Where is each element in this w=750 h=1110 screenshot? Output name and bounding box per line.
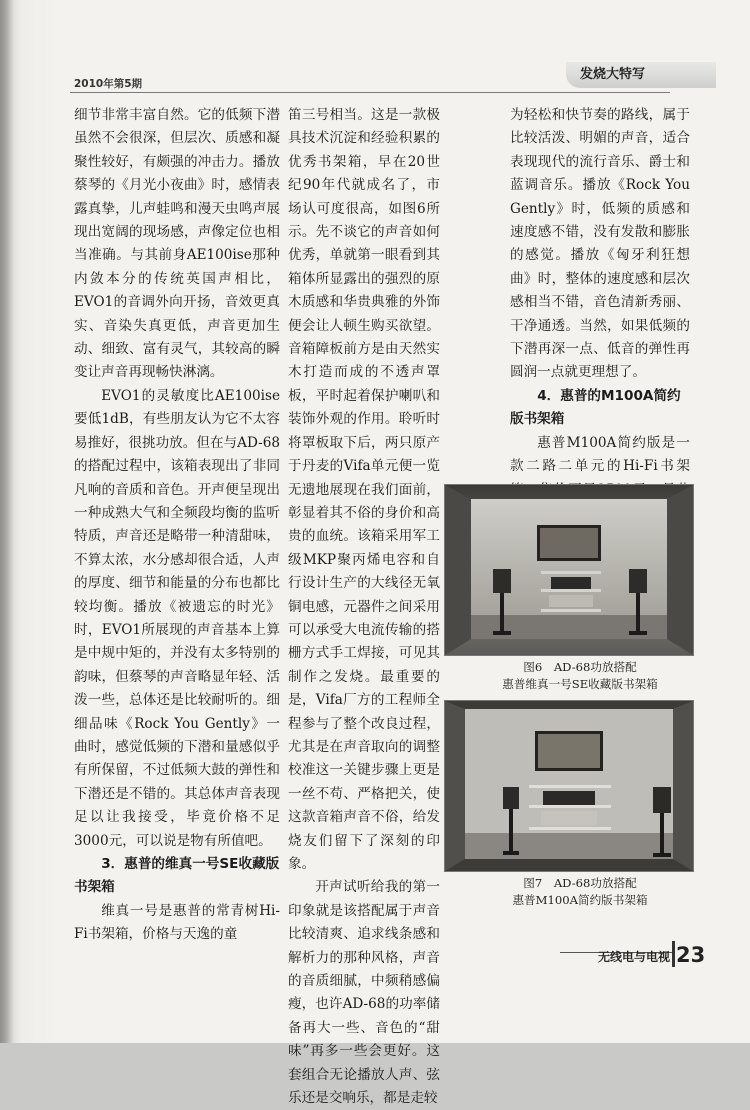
figure-6-caption <box>480 659 680 693</box>
paragraph: 为轻松和快节奏的路线，属于比较活泼、明媚的声音，适合表现现代的流行音乐、爵士和蓝调音乐。播放《Rock You Gently》时，低频的质感和速度感不错，没有发散和膨胀的感觉。播放《匈牙利狂想曲》时，整体的速度感和层次感相当不错，音色清新秀丽、干净通透。当然，如果低频的下潜再深一点、低音的弹性再圆润一点就更理想了。 <box>510 107 690 381</box>
paragraph: 细节非常丰富自然。它的低频下潜虽然不会很深，但层次、质感和凝聚性较好，有颇强的冲击力。播放蔡琴的《月光小夜曲》时，感情表露真挚，儿声蛙鸣和漫天虫鸣声展现出宽阔的现场感，声像定位也相当准确。与其前身AE100ise那种内敛本分的传统英国声相比，EVO1的音调外向开扬，音效更真实、音染失真更低，声音更加生动、细致、富有灵气，其较高的瞬变让声音再现畅快淋漓。 <box>74 107 280 381</box>
text-column-3 <box>510 104 690 549</box>
paragraph: 笛三号相当。这是一款极具技术沉淀和经验积累的优秀书架箱，早在20世纪90年代就成名了，市场认可度很高，如图6所示。先不谈它的声音如何优秀，单就第一眼看到其箱体所显露出的强烈的原木质感和华贵典雅的外饰便会让人顿生购买欲望。音箱障板前方是由天然实木打造而成的不透声罩板，平时起着保护喇叭和装饰外观的作用。聆听时将罩板取下后，两只原产于丹麦的Vifa单元便一览无遗地展现在我们面前，彰显着其不俗的身价和高贵的血统。该箱采用军工级MKP聚丙烯电容和自行设计生产的大线径无氧铜电感，元器件之间采用可以承受大电流传输的搭栅方式手工焊接，可见其制作之发烧。最重要的是，Vifa厂方的工程师全程参与了整个改良过程，尤其是在声音取向的调整校准这一关键步骤上更是一丝不苟、严格把关，使这款音箱声音不俗，给发烧友们留下了深刻的印象。 <box>288 107 440 872</box>
figure-6-photo <box>444 484 694 656</box>
figure-7-caption <box>480 875 680 909</box>
header-rule <box>70 92 670 93</box>
caption-line: 图6 AD-68功放搭配 <box>523 660 637 674</box>
text-column-1 <box>74 104 280 947</box>
paragraph: 开声试听给我的第一印象就是该搭配属于声音比较清爽、追求线条感和解析力的那种风格，声音的音质细腻，中频稍感偏瘦，也许AD-68的功率储备再大一些、音色的“甜味”再多一些会更好。这套组合无论播放人声、弦乐还是交响乐，都是走较 <box>288 879 440 1107</box>
paragraph: EVO1的灵敏度比AE100ise要低1dB，有些朋友认为它不太容易推好，很挑功放。但在与AD-68的搭配过程中，该箱表现出了非同凡响的音质和音色。开声便呈现出一种成熟大气和全频段均衡的监听特质，声音还是略带一种清甜味，不算太浓，水分感却很合适，人声的厚度、细节和能量的分布也都比较均衡。播放《被遗忘的时光》时，EVO1所展现的声音基本上算是中规中矩的，并没有太多特别的韵味，但蔡琴的声音略显年轻、活泼一些，总体还是比较耐听的。细细品味《Rock You Gently》一曲时，感觉低频的下潜和量感似乎有所保留，不过低频大鼓的弹性和下潜还是不错的。其总体声音表现足以让我接受，毕竟价格不足3000元，可以说是物有所值吧。 <box>74 387 280 849</box>
paragraph: 维真一号是惠普的常青树Hi-Fi书架箱，价格与天逸的童 <box>74 902 280 943</box>
section-heading: 4．惠普的M100A简约版书架箱 <box>510 387 681 428</box>
page-number: 23 <box>676 943 706 967</box>
issue-label: 2010年第5期 <box>74 78 143 90</box>
section-tab: 发烧大特写 <box>566 62 716 88</box>
caption-line: 惠普M100A简约版书架箱 <box>512 893 648 907</box>
paragraph: 惠普M100A简约版是一款二路二单元的Hi-Fi书架 <box>510 434 690 475</box>
caption-line: 惠普维真一号SE收藏版书架箱 <box>502 677 658 691</box>
magazine-name: 无线电与电视 <box>598 950 671 964</box>
spine-shadow <box>0 0 14 1043</box>
section-heading: 3．惠普的维真一号SE收藏版书架箱 <box>74 856 280 896</box>
figure-7-photo <box>444 700 694 872</box>
caption-line: 图7 AD-68功放搭配 <box>523 876 637 890</box>
text-column-2 <box>288 104 440 1110</box>
footer-divider <box>672 941 675 967</box>
